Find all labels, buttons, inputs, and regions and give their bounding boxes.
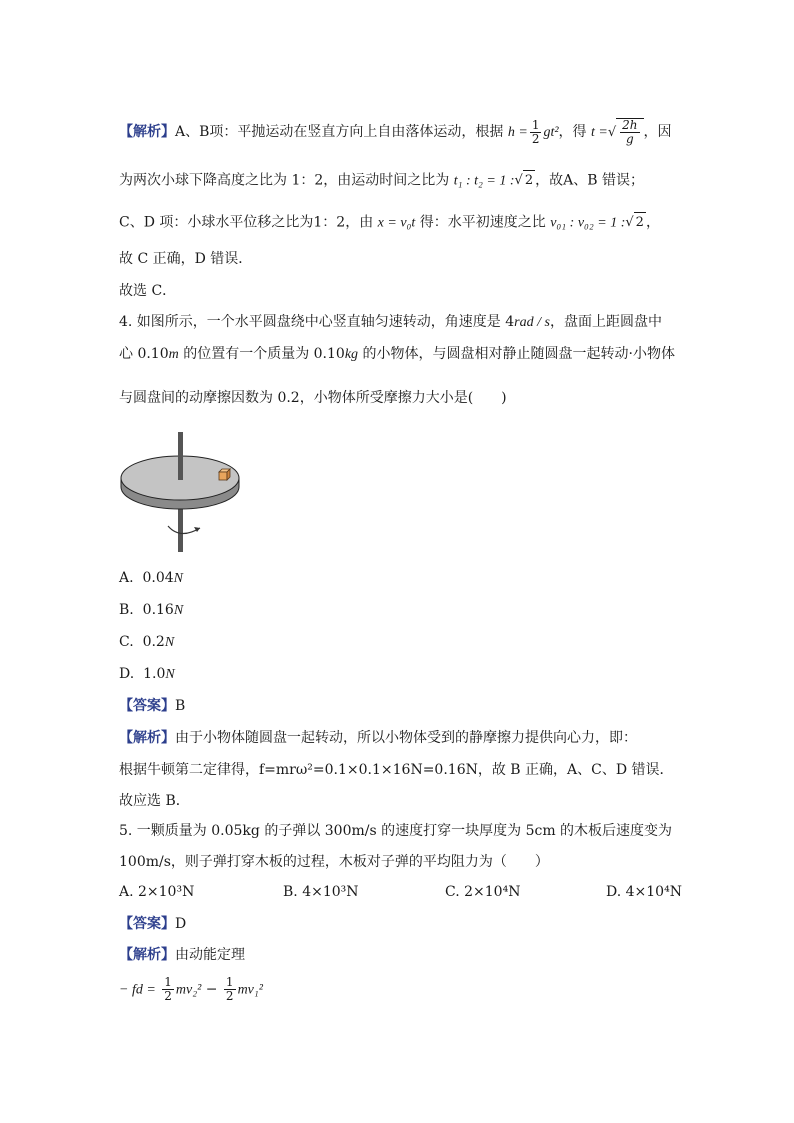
q4-option-a[interactable]: A. 0.04N bbox=[119, 570, 183, 586]
q5-answer: 【答案】D bbox=[119, 916, 187, 932]
q4-option-d[interactable]: D. 1.0N bbox=[119, 666, 175, 682]
shaft-upper bbox=[178, 432, 183, 480]
rotation-arrow-icon bbox=[168, 526, 200, 534]
q4-analysis-line3: 故应选 B． bbox=[119, 793, 190, 809]
analysis-tag: 【解析】 bbox=[119, 124, 175, 140]
analysis-cd-line: C、D 项：小球水平位移之比为1：2，由 x = v₀t 得：水平初速度之比 v₀₁ : v₀₂ = 1 :√ 2 ， bbox=[119, 212, 660, 234]
analysis-conclusion: 故 C 正确，D 错误． bbox=[119, 251, 253, 267]
q5-option-d[interactable]: D. 4×10⁴N bbox=[606, 884, 682, 900]
q4-answer: 【答案】B bbox=[119, 698, 186, 714]
small-block bbox=[219, 469, 230, 480]
analysis-choice: 故选 C． bbox=[119, 283, 177, 299]
q4-option-c[interactable]: C. 0.2N bbox=[119, 634, 175, 650]
q5-option-b[interactable]: B. 4×10³N bbox=[283, 884, 359, 900]
q5-option-a[interactable]: A. 2×10³N bbox=[119, 884, 195, 900]
rotating-disc-figure bbox=[118, 428, 248, 556]
analysis-ratio-line: 为两次小球下降高度之比为 1：2，由运动时间之比为 t₁ : t₂ = 1 :√ 2 ，故A、B 错误； bbox=[119, 170, 644, 192]
q5-analysis-line1: 【解析】由动能定理 bbox=[119, 947, 245, 963]
q4-analysis-line1: 【解析】由于小物体随圆盘一起转动，所以小物体受到的静摩擦力提供向心力，即： bbox=[119, 730, 637, 746]
q4-stem-line3: 与圆盘间的动摩擦因数为 0.2，小物体所受摩擦力大小是( ) bbox=[119, 390, 507, 406]
q5-stem-line2: 100m/s，则子弹打穿木板的过程，木板对子弹的平均阻力为（ ） bbox=[119, 854, 549, 870]
q4-analysis-line2: 根据牛顿第二定律得，f=mrω²=0.1×0.1×16N=0.16N，故 B 正确，A、C、D 错误． bbox=[119, 762, 674, 778]
shaft-lower bbox=[178, 506, 183, 552]
fraction-half: $\frac{1}{2}$ bbox=[531, 117, 540, 146]
q5-energy-equation: − fd = $\frac{1}{2}$ mv₂² − $\frac{1}{2}$ mv₁² bbox=[119, 975, 263, 1003]
q4-stem-line2: 心 0.10m 的位置有一个质量为 0.10kg 的小物体，与圆盘相对静止随圆盘一起转动·小物体 bbox=[119, 346, 675, 362]
analysis-ab-line: 【解析】A、B项：平抛运动在竖直方向上自由落体运动，根据 h = $\frac{1}{2}$ gt²，得 t =√ $\frac{2h}{g}$ ，因 bbox=[119, 117, 672, 146]
q4-stem-line1: 4. 如图所示，一个水平圆盘绕中心竖直轴匀速转动，角速度是 4rad / s，盘面上距圆盘中 bbox=[119, 314, 662, 330]
q5-option-c[interactable]: C. 2×10⁴N bbox=[445, 884, 521, 900]
q4-option-b[interactable]: B. 0.16N bbox=[119, 602, 184, 618]
q5-stem-line1: 5. 一颗质量为 0.05kg 的子弹以 300m/s 的速度打穿一块厚度为 5cm 的木板后速度变为 bbox=[119, 823, 673, 839]
sqrt-2h-over-g: √ $\frac{2h}{g}$ bbox=[608, 118, 644, 146]
